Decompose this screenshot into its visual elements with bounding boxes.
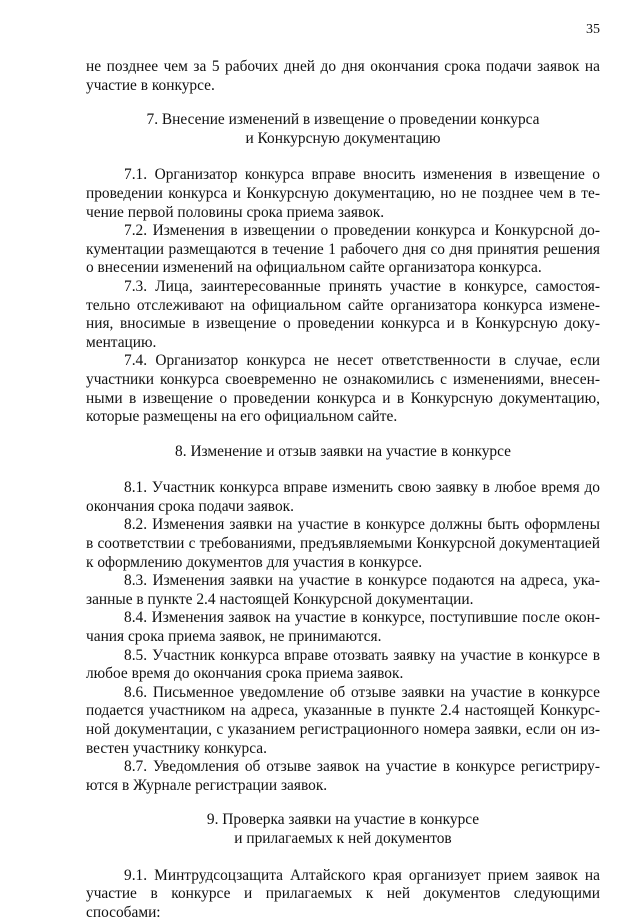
paragraph-8-4: 8.4. Изменения заявок на участие в конкурсе, поступившие после окончания срока приема заявок, не принимаются.: [86, 609, 600, 646]
paragraph-8-6: 8.6. Письменное уведомление об отзыве заявки на участие в конкурсе подается участником на адреса, указанные в пункте 2.4 настоящей Конкурсной документации, с указанием регистрационного номера заявки, если он известен участнику конкурса.: [86, 683, 600, 757]
paragraph-8-5: 8.5. Участник конкурса вправе отозвать заявку на участие в конкурсе в любое время до окончания срока приема заявок.: [86, 646, 600, 683]
paragraph-8-2: 8.2. Изменения заявки на участие в конкурсе должны быть оформлены в соответствии с требованиями, предъявляемыми Конкурсной документацией к оформлению документов для участия в конкурсе.: [86, 516, 600, 571]
heading-line: 8. Изменение и отзыв заявки на участие в конкурсе: [175, 442, 511, 460]
paragraph-7-2: 7.2. Изменения в извещении о проведении конкурса и Конкурсной документации размещаются в течение 1 рабочего дня со дня принятия решения о внесении изменений на официальном сайте организатора конкурса.: [86, 222, 600, 277]
heading-line: 9. Проверка заявки на участие в конкурсе: [206, 811, 480, 829]
paragraph-9-1: 9.1. Минтрудсоцзащита Алтайского края организует прием заявок на участие в конкурсе и прилагаемых к ней документов следующими способами:: [86, 866, 600, 921]
paragraph-7-4: 7.4. Организатор конкурса не несет ответственности в случае, если участники конкурса своевременно не ознакомились с изменениями, внесенными в извещение о проведении конкурса и в Конкурсную документацию, которые размещены на его официальном сайте.: [86, 352, 600, 426]
heading-line: и Конкурсную документацию: [245, 129, 441, 147]
paragraph-8-1: 8.1. Участник конкурса вправе изменить свою заявку в любое время до окончания срока подачи заявок.: [86, 479, 600, 515]
heading-line: 7. Внесение изменений в извещение о проведении конкурса: [146, 111, 540, 129]
paragraph-8-7: 8.7. Уведомления об отзыве заявок на участие в конкурсе регистрируются в Журнале регистрации заявок.: [86, 758, 600, 794]
paragraph-7-3: 7.3. Лица, заинтересованные принять участие в конкурсе, самостоятельно отслеживают на официальном сайте организатора конкурса изменения, вносимые в извещение о проведении конкурса и в Конкурсную документацию.: [86, 277, 600, 351]
paragraph-7-1: 7.1. Организатор конкурса вправе вносить изменения в извещение о проведении конкурса и Конкурсную документацию, но не позднее чем в течение первой половины срока приема заявок.: [86, 166, 600, 221]
page-content: [86, 58, 600, 922]
paragraph-8-3: 8.3. Изменения заявки на участие в конкурсе подаются на адреса, указанные в пункте 2.4 настоящей Конкурсной документации.: [86, 572, 600, 608]
intro-paragraph: не позднее чем за 5 рабочих дней до дня окончания срока подачи заявок на участие в конкурсе.: [86, 58, 600, 94]
page-number: 35: [586, 22, 600, 37]
section-heading-9: [86, 811, 600, 848]
heading-line: и прилагаемых к ней документов: [234, 829, 452, 847]
section-heading-7: [86, 111, 600, 148]
section-heading-8: [86, 443, 600, 462]
